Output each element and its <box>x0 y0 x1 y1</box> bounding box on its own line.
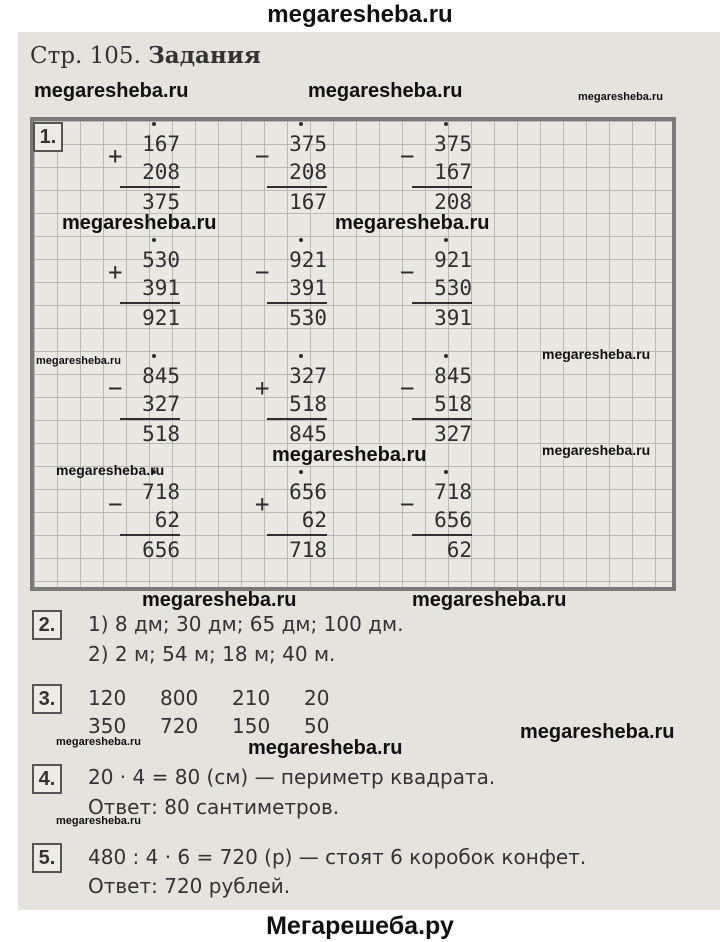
result: 718 <box>289 538 327 562</box>
operand-bottom: 656 <box>412 506 472 536</box>
task5-line2: Ответ: 720 рублей. <box>88 874 291 898</box>
watermark: megaresheba.ru <box>578 91 663 103</box>
column-problem <box>108 122 188 218</box>
task5-number: 5. <box>32 843 62 873</box>
watermark: megaresheba.ru <box>56 736 141 748</box>
operator-sign: + <box>255 490 270 518</box>
operand-bottom: 62 <box>267 506 327 536</box>
carry-dot <box>152 354 156 358</box>
task2-line1: 1) 8 дм; 30 дм; 65 дм; 100 дм. <box>88 612 404 636</box>
task3-number: 3. <box>32 684 62 714</box>
operand-top: 718 <box>142 480 180 504</box>
result: 518 <box>142 422 180 446</box>
carry-dot <box>299 354 303 358</box>
operator-sign: − <box>400 374 415 402</box>
watermark: megaresheba.ru <box>542 442 651 458</box>
task1-number: 1. <box>33 122 63 152</box>
operator-sign: + <box>255 374 270 402</box>
watermark: megaresheba.ru <box>36 355 121 367</box>
operand-bottom: 167 <box>412 158 472 188</box>
carry-dot <box>152 238 156 242</box>
operand-top: 921 <box>289 248 327 272</box>
result: 208 <box>434 190 472 214</box>
column-problem <box>108 354 188 450</box>
task3-value: 720 <box>160 714 199 738</box>
watermark: megaresheba.ru <box>56 815 141 827</box>
result: 327 <box>434 422 472 446</box>
watermark: megaresheba.ru <box>542 346 651 362</box>
result: 167 <box>289 190 327 214</box>
operand-bottom: 391 <box>120 274 180 304</box>
operand-top: 375 <box>289 132 327 156</box>
column-problem <box>108 470 188 566</box>
operator-sign: − <box>108 374 123 402</box>
operand-bottom: 518 <box>412 390 472 420</box>
watermark: megaresheba.ru <box>520 721 675 743</box>
top-site-banner: megaresheba.ru <box>0 0 720 32</box>
watermark: megaresheba.ru <box>142 589 297 611</box>
operand-top: 167 <box>142 132 180 156</box>
watermark: megaresheba.ru <box>56 462 165 478</box>
task3-value: 120 <box>88 686 127 710</box>
carry-dot <box>444 238 448 242</box>
operand-bottom: 208 <box>267 158 327 188</box>
operand-bottom: 62 <box>120 506 180 536</box>
watermark: megaresheba.ru <box>335 212 490 234</box>
carry-dot <box>299 238 303 242</box>
operand-bottom: 208 <box>120 158 180 188</box>
column-problem <box>255 122 335 218</box>
operand-top: 845 <box>142 364 180 388</box>
column-problem <box>255 354 335 450</box>
operator-sign: + <box>108 142 123 170</box>
task4-line2: Ответ: 80 сантиметров. <box>88 795 340 819</box>
task3-row1 <box>88 686 376 710</box>
watermark: megaresheba.ru <box>308 80 463 102</box>
page-heading <box>30 42 261 69</box>
carry-dot <box>444 470 448 474</box>
operand-bottom: 518 <box>267 390 327 420</box>
operand-top: 656 <box>289 480 327 504</box>
operand-bottom: 327 <box>120 390 180 420</box>
column-problem <box>400 238 480 334</box>
operand-top: 921 <box>434 248 472 272</box>
operator-sign: − <box>400 258 415 286</box>
task4-number: 4. <box>32 764 62 794</box>
result: 62 <box>446 538 472 562</box>
operator-sign: − <box>255 258 270 286</box>
operator-sign: − <box>108 490 123 518</box>
column-problem <box>400 470 480 566</box>
operator-sign: − <box>255 142 270 170</box>
task2-line2: 2) 2 м; 54 м; 18 м; 40 м. <box>88 642 336 666</box>
operator-sign: − <box>400 142 415 170</box>
result: 656 <box>142 538 180 562</box>
task3-value: 800 <box>160 686 199 710</box>
column-problem <box>255 470 335 566</box>
carry-dot <box>152 122 156 126</box>
result: 530 <box>289 306 327 330</box>
task3-value: 350 <box>88 714 127 738</box>
result: 921 <box>142 306 180 330</box>
heading-title: Задания <box>148 42 261 69</box>
carry-dot <box>299 470 303 474</box>
page-number: Стр. 105. <box>30 43 141 69</box>
operand-top: 845 <box>434 364 472 388</box>
column-problem <box>255 238 335 334</box>
bottom-site-banner: Мегарешеба.ру <box>0 910 720 942</box>
operand-top: 718 <box>434 480 472 504</box>
operator-sign: − <box>400 490 415 518</box>
task3-value: 50 <box>304 714 330 738</box>
column-problem <box>400 122 480 218</box>
result: 375 <box>142 190 180 214</box>
watermark: megaresheba.ru <box>412 589 567 611</box>
watermark: megaresheba.ru <box>272 444 427 466</box>
carry-dot <box>299 122 303 126</box>
operand-top: 327 <box>289 364 327 388</box>
operand-top: 530 <box>142 248 180 272</box>
carry-dot <box>444 122 448 126</box>
task5-line1: 480 : 4 · 6 = 720 (р) — стоят 6 коробок конфет. <box>88 845 587 869</box>
column-problem <box>400 354 480 450</box>
task4-line1: 20 · 4 = 80 (см) — периметр квадрата. <box>88 765 496 789</box>
watermark: megaresheba.ru <box>248 737 403 759</box>
watermark: megaresheba.ru <box>34 80 189 102</box>
task3-row2 <box>88 714 376 738</box>
column-problem <box>108 238 188 334</box>
task3-value: 150 <box>232 714 271 738</box>
task3-value: 210 <box>232 686 271 710</box>
result: 845 <box>289 422 327 446</box>
result: 391 <box>434 306 472 330</box>
operand-bottom: 391 <box>267 274 327 304</box>
operand-top: 375 <box>434 132 472 156</box>
operator-sign: + <box>108 258 123 286</box>
operand-bottom: 530 <box>412 274 472 304</box>
task2-number: 2. <box>32 610 62 640</box>
watermark: megaresheba.ru <box>62 212 217 234</box>
task3-value: 20 <box>304 686 330 710</box>
carry-dot <box>444 354 448 358</box>
